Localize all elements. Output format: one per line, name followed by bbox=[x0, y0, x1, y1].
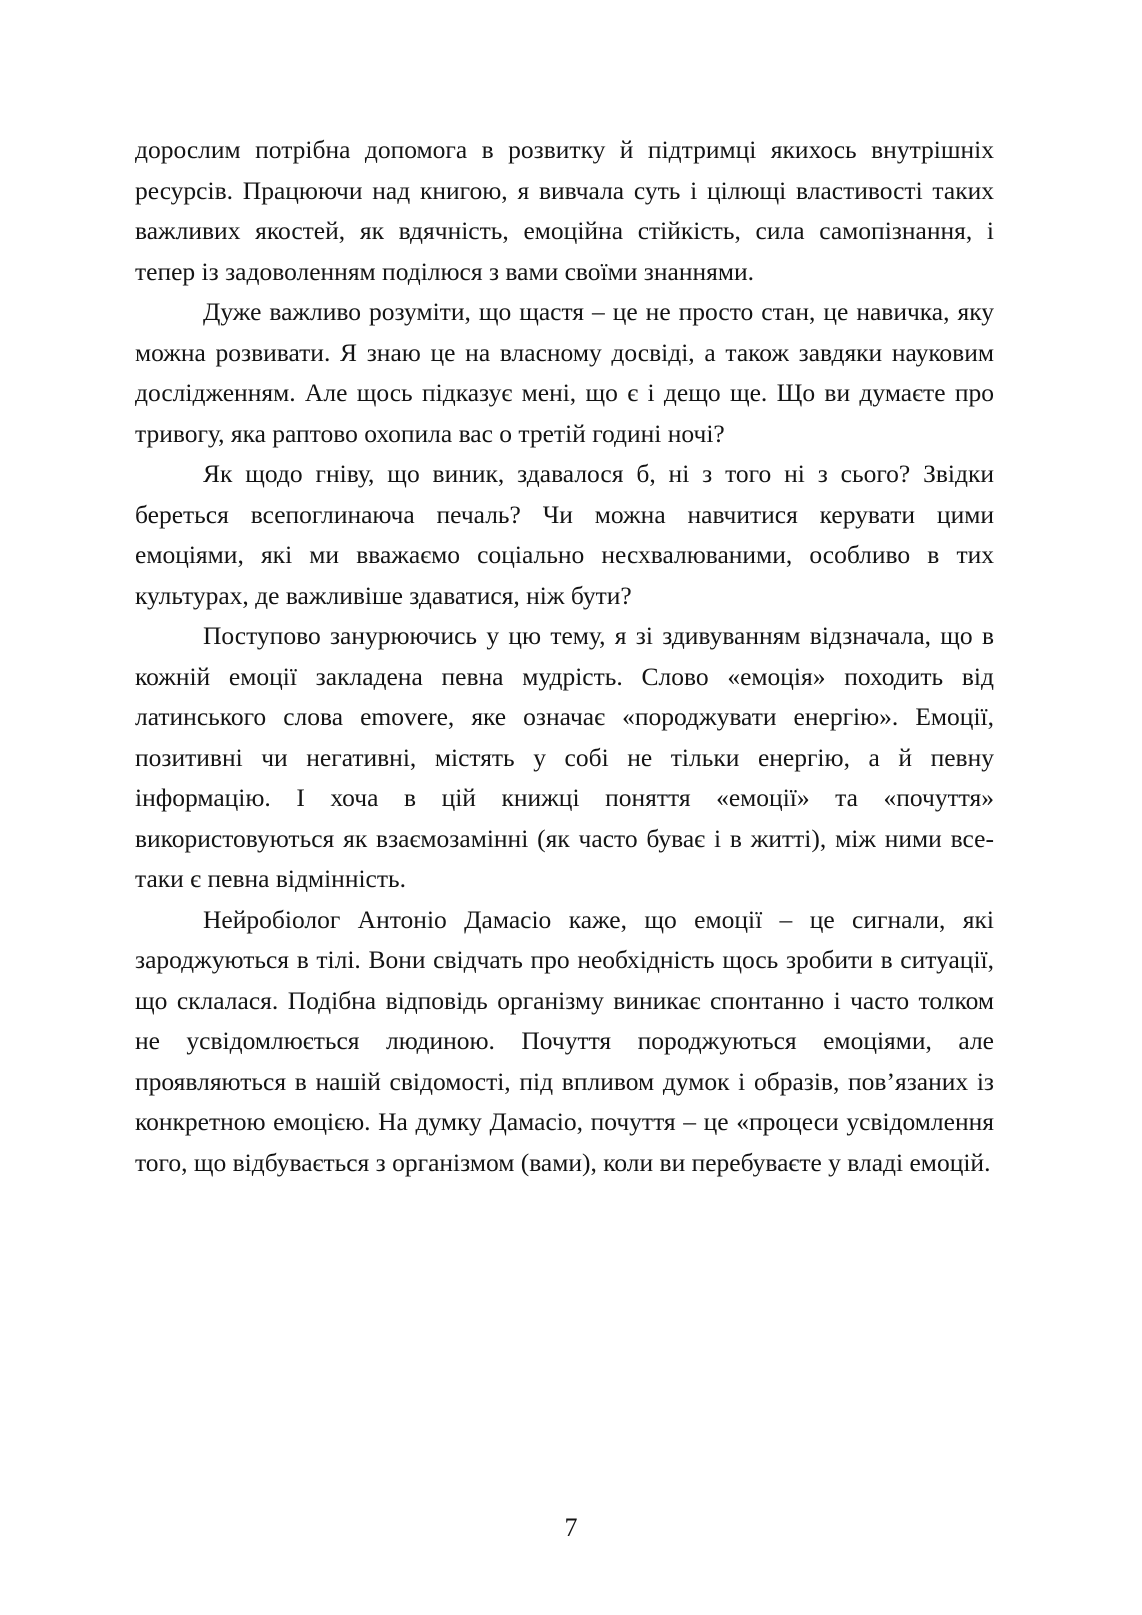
paragraph: Дуже важливо розуміти, що щастя – це не просто стан, це навичка, яку можна розвивати. Я знаю це на власному досвіді, а також завдяки науковим дослідженням. Але щось підказує мені, що є і дещо ще. Що ви думаєте про тривогу, яка раптово охопила вас о третій годині ночі? bbox=[135, 297, 994, 448]
paragraph: Поступово занурюючись у цю тему, я зі здивуванням відзначала, що в кожній емоції закладена певна мудрість. Слово «емоція» походить від латинського слова emovere, яке означає «породжувати енергію». Емоції, позитивні чи негативні, містять у собі не тільки енергію, а й певну інформацію. І хоча в цій книжці поняття «емоції» та «почуття» використовуються як взаємозамінні (як часто буває і в житті), між ними все-таки є певна відмінність. bbox=[135, 621, 994, 893]
paragraph-continuation: дорослим потрібна допомога в розвитку й підтримці якихось внутрішніх ресурсів. Працюючи над книгою, я вивчала суть і цілющі властивості таких важливих якостей, як вдячність, емоційна стійкість, сила самопізнання, і тепер із задоволенням поділюся з вами своїми знаннями. bbox=[135, 135, 994, 286]
paragraph: Нейробіолог Антоніо Дамасіо каже, що емоції – це сигнали, які зароджуються в тілі. Вони свідчать про необхідність щось зробити в ситуації, що склалася. Подібна відповідь організму виникає спонтанно і часто толком не усвідомлюється людиною. Почуття породжуються емоціями, але проявляються в нашій свідомості, під впливом думок і образів, пов’язаних із конкретною емоцією. На думку Дамасіо, почуття – це «процеси усвідомлення того, що відбувається з організмом (вами), коли ви перебуваєте у владі емоцій. bbox=[135, 904, 994, 1177]
page-body bbox=[135, 130, 994, 1183]
page-number: 7 bbox=[564, 1513, 578, 1542]
paragraph: Як щодо гніву, що виник, здавалося б, ні з того ні з сього? Звідки береться всепоглинаюча печаль? Чи можна навчитися керувати цими емоціями, які ми вважаємо соціально несхвалюваними, особливо в тих культурах, де важливіше здаватися, ніж бути? bbox=[135, 459, 994, 610]
